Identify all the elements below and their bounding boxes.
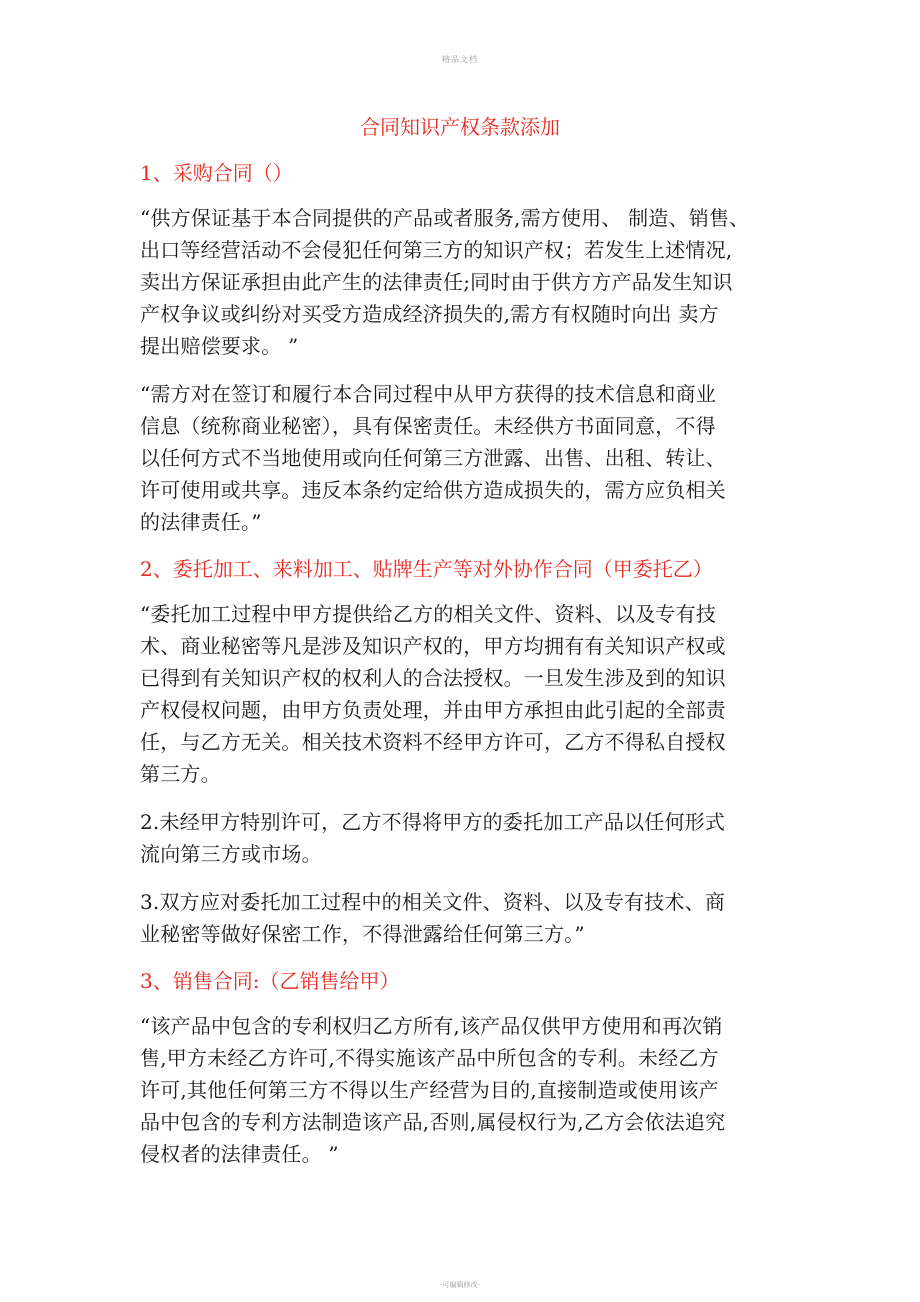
section-heading: 1、采购合同（） [140,161,293,185]
section-sales-contract [140,966,780,1170]
clause-paragraph: 2.未经甲方特别许可，乙方不得将甲方的委托加工产品以任何形式 流向第三方或市场。 [140,810,726,866]
header-watermark: 精品文档 [442,55,478,64]
section-purchase-contract [140,158,780,538]
clause-paragraph: “该产品中包含的专利权归乙方所有,该产品仅供甲方使用和再次销 售,甲方未经乙方许可,不得实施该产品中所包含的专利。未经乙方 许可,其他任何第三方不得以生产经营为目的,直接制造或使用该产 品中包含的专利方法制造该产品,否则,属侵权行为,乙方会依法追究 侵权者的法律责任。 ” [140,1014,726,1166]
section-outsourcing-contract [140,554,780,950]
clause-paragraph: “委托加工过程中甲方提供给乙方的相关文件、资料、以及专有技 术、商业秘密等凡是涉及知识产权的，甲方均拥有有关知识产权或 已得到有关知识产权的权利人的合法授权。一旦发生涉及到的知识 产权侵权问题，由甲方负责处理，并由甲方承担由此引起的全部责 任，与乙方无关。相关技术资料不经甲方许可，乙方不得私自授权 第三方。 [140,602,726,786]
footer-watermark: -可编辑修改- [440,1281,480,1289]
clause-paragraph: 3.双方应对委托加工过程中的相关文件、资料、以及专有技术、商 业秘密等做好保密工作，不得泄露给任何第三方。” [140,890,726,946]
document-title: 合同知识产权条款添加 [360,115,560,139]
section-heading: 2、委托加工、来料加工、贴牌生产等对外协作合同（甲委托乙） [140,557,713,581]
clause-paragraph: “需方对在签订和履行本合同过程中从甲方获得的技术信息和商业 信息（统称商业秘密），具有保密责任。未经供方书面同意，不得 以任何方式不当地使用或向任何第三方泄露、出售、出租、转让、 许可使用或共享。违反本条约定给供方造成损失的，需方应负相关 的法律责任。” [140,382,726,534]
section-heading: 3、销售合同:（乙销售给甲） [140,969,400,993]
clause-paragraph: “供方保证基于本合同提供的产品或者服务,需方使用、 制造、销售、 出口等经营活动不会侵犯任何第三方的知识产权；若发生上述情况, 卖出方保证承担由此产生的法律责任;同时由于供方方产品发生知识 产权争议或纠纷对买受方造成经济损失的,需方有权随时向出 卖方 提出赔偿要求。 ” [140,206,750,358]
document-body [140,112,780,1186]
